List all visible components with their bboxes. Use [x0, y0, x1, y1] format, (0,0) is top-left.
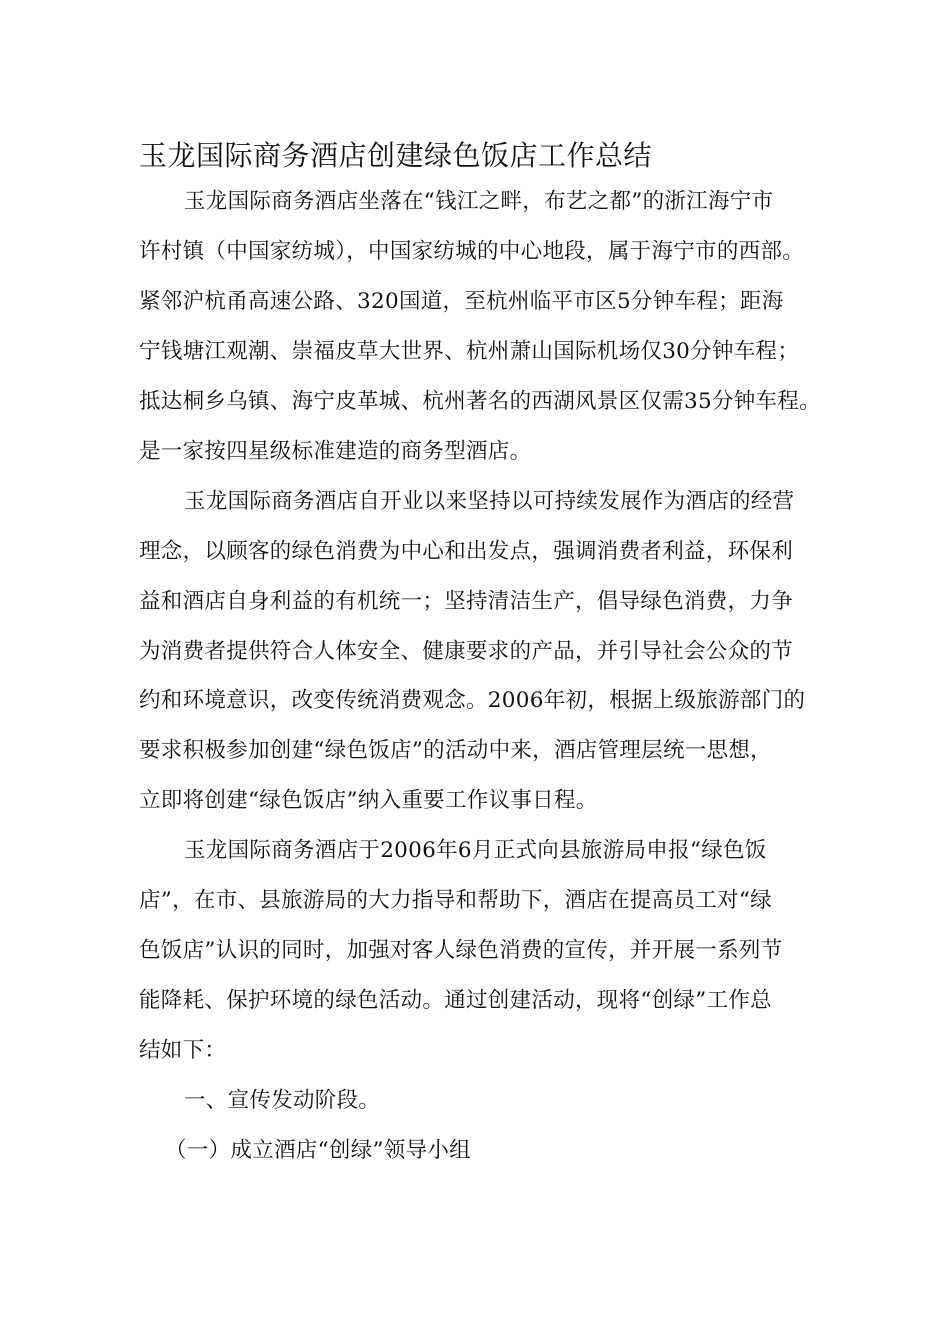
paragraph-line: 宁钱塘江观潮、崇福皮草大世界、杭州萧山国际机场仅30分钟车程；: [139, 339, 800, 364]
document-title: 玉龙国际商务酒店创建绿色饭店工作总结: [139, 139, 653, 172]
paragraph-line: 玉龙国际商务酒店于2006年6月正式向县旅游局申报“绿色饭: [184, 838, 767, 863]
paragraph-line: 益和酒店自身利益的有机统一；坚持清洁生产，倡导绿色消费，力争: [139, 589, 794, 614]
subsection-heading: （一）成立酒店“创绿”领导小组: [165, 1138, 471, 1163]
paragraph-line: 玉龙国际商务酒店坐落在“钱江之畔，布艺之都”的浙江海宁市: [184, 189, 774, 214]
paragraph-line: 立即将创建“绿色饭店”纳入重要工作议事日程。: [139, 788, 598, 813]
paragraph-line: 紧邻沪杭甬高速公路、320国道，至杭州临平市区5分钟车程；距海: [139, 289, 784, 314]
section-heading: 一、宣传发动阶段。: [184, 1088, 381, 1113]
paragraph-line: 结如下：: [139, 1038, 227, 1063]
paragraph-line: 理念，以顾客的绿色消费为中心和出发点，强调消费者利益，环保利: [139, 539, 794, 564]
paragraph-line: 能降耗、保护环境的绿色活动。通过创建活动，现将“创绿”工作总: [139, 988, 772, 1013]
paragraph-line: 店”，在市、县旅游局的大力指导和帮助下，酒店在提高员工对“绿: [139, 888, 772, 913]
paragraph-line: 色饭店”认识的同时，加强对客人绿色消费的宣传，并开展一系列节: [139, 938, 783, 963]
paragraph-line: 约和环境意识，改变传统消费观念。2006年初，根据上级旅游部门的: [139, 688, 806, 713]
paragraph-line: 为消费者提供符合人体安全、健康要求的产品，并引导社会公众的节: [139, 639, 794, 664]
paragraph-line: 要求积极参加创建“绿色饭店”的活动中来，酒店管理层统一思想，: [139, 738, 772, 763]
paragraph-line: 玉龙国际商务酒店自开业以来坚持以可持续发展作为酒店的经营: [184, 489, 795, 514]
paragraph-line: 是一家按四星级标准建造的商务型酒店。: [139, 439, 532, 464]
paragraph-line: 抵达桐乡乌镇、海宁皮革城、杭州著名的西湖风景区仅需35分钟车程。: [139, 389, 821, 414]
paragraph-line: 许村镇（中国家纺城），中国家纺城的中心地段，属于海宁市的西部。: [139, 239, 805, 264]
